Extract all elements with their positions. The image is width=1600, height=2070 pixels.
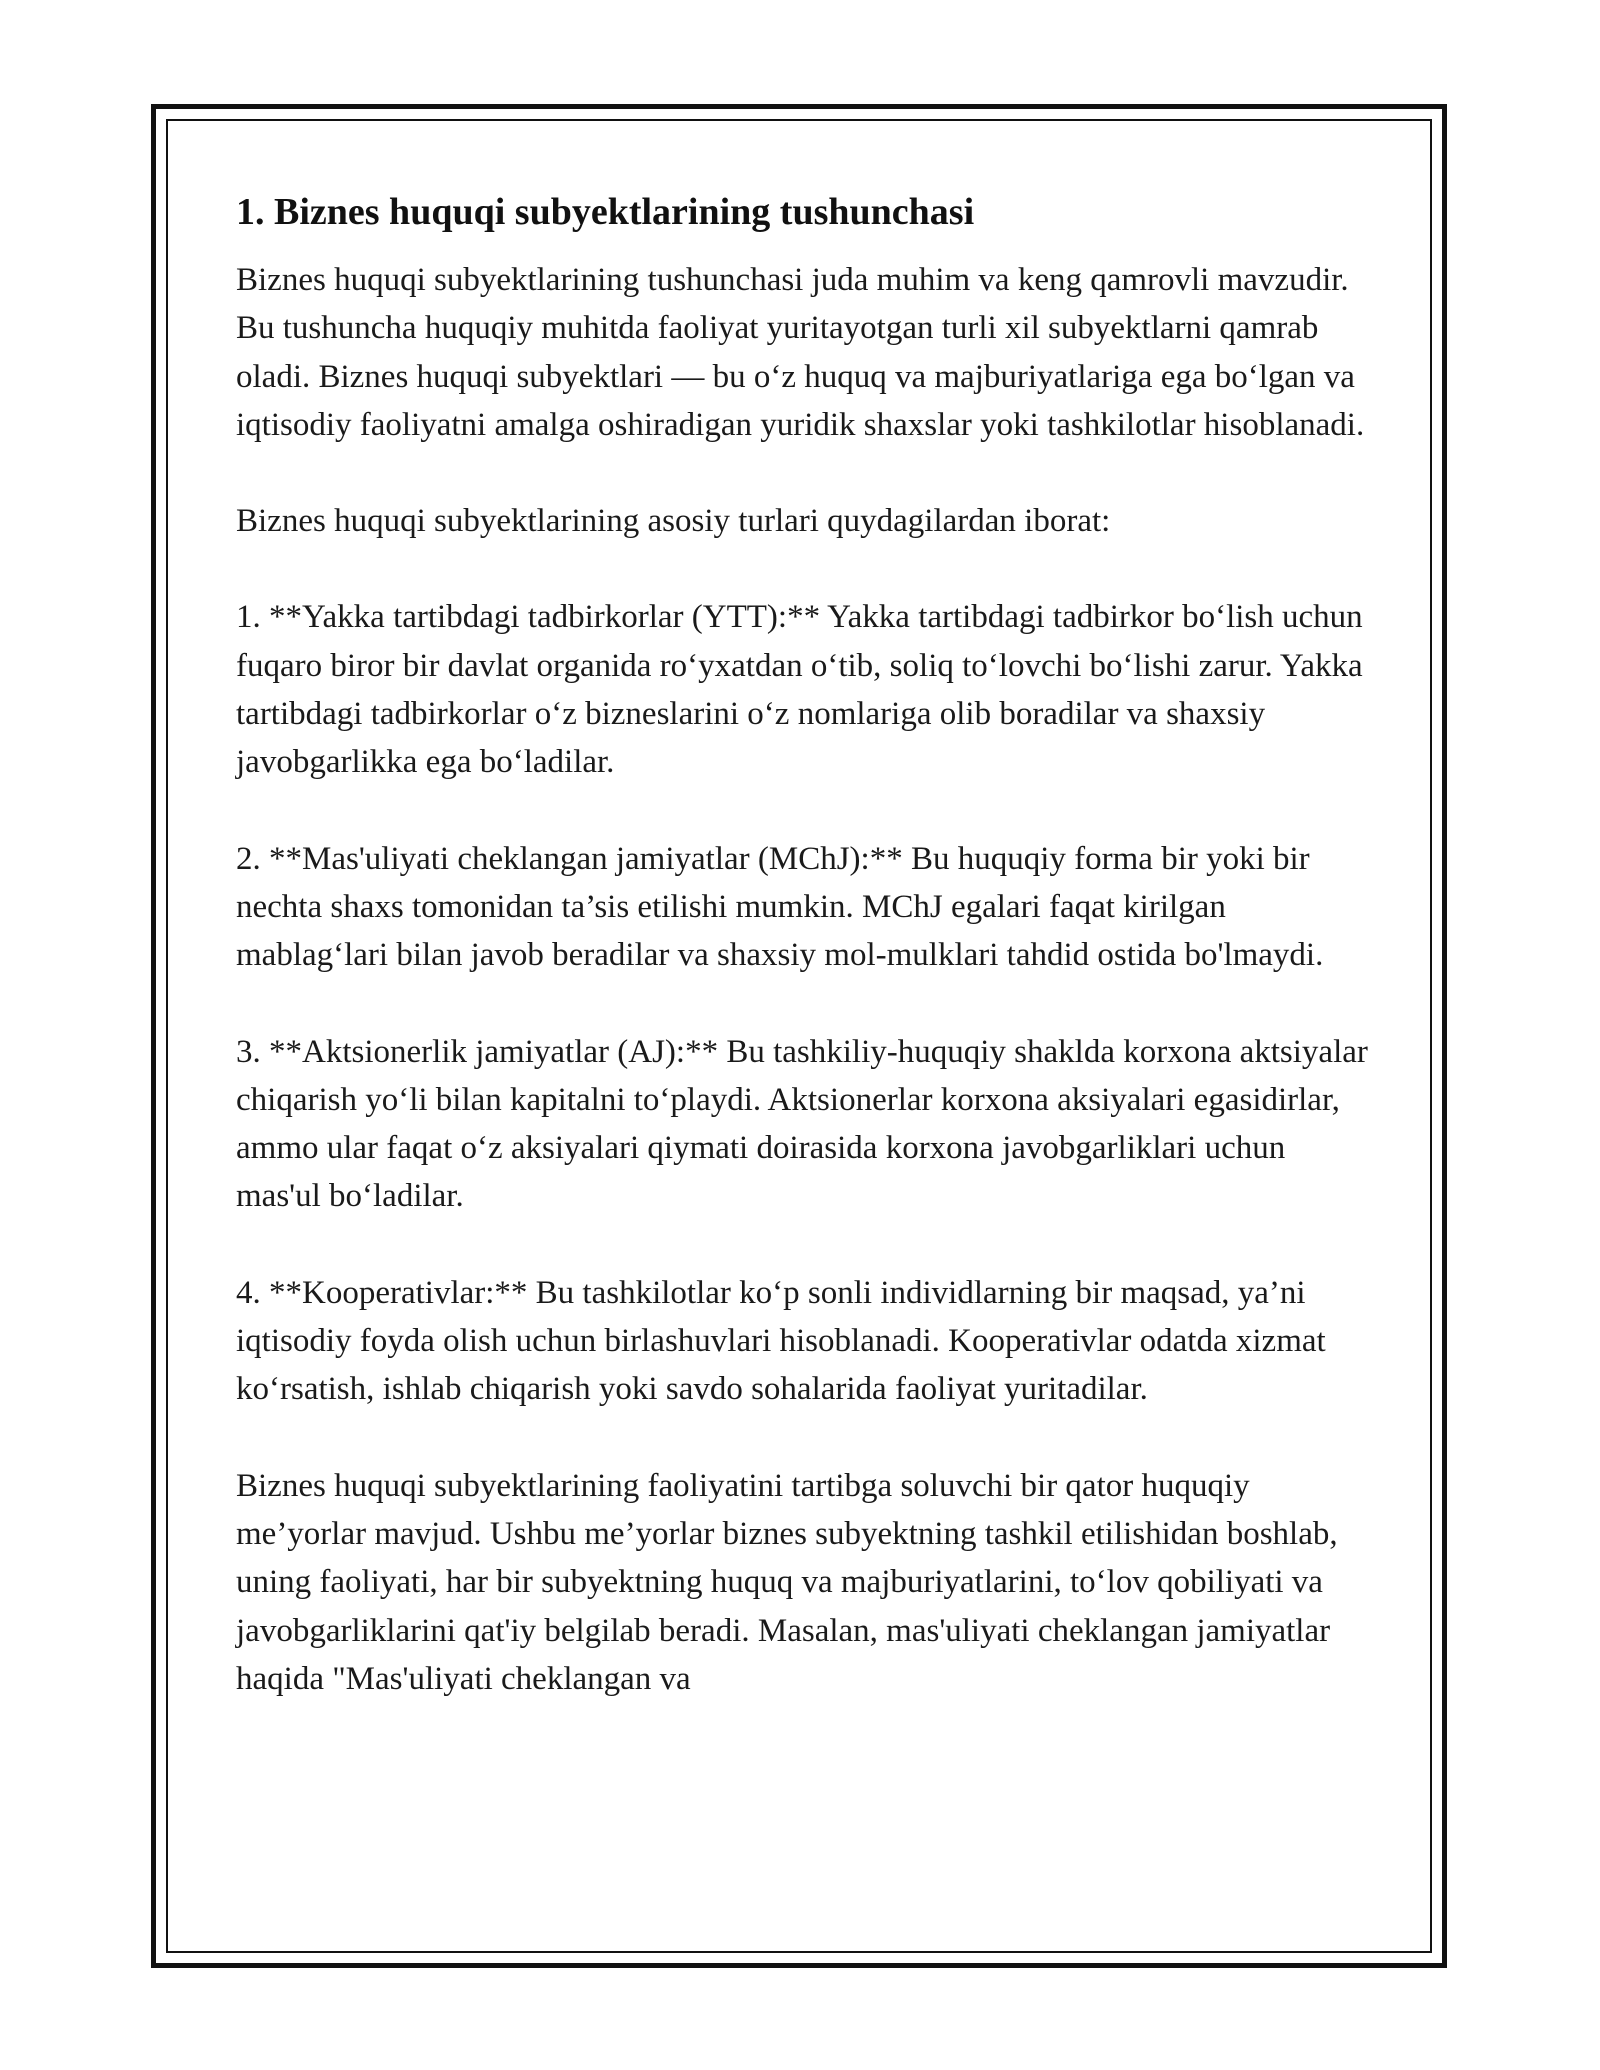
list-item-aj: 3. **Aktsionerlik jamiyatlar (AJ):** Bu tashkiliy-huquqiy shaklda korxona aktsiyalar chiqarish yo‘li bilan kapitalni to‘playdi. Aktsionerlar korxona aksiyalari egasidirlar, ammo ular faqat o‘z aksiyalari qiymati doirasida korxona javobgarliklari uchun mas'ul bo‘ladilar. xyxy=(236,1033,1368,1215)
paragraph-intro: Biznes huquqi subyektlarining tushunchasi juda muhim va keng qamrovli mavzudir. Bu tushuncha huquqiy muhitda faoliyat yuritayotgan turli xil subyektlarni qamrab oladi. Biznes huquqi subyektlari — bu o‘z huquq va majburiyatlariga ega bo‘lgan va iqtisodiy faoliyatni amalga oshiradigan yuridik shaxslar yoki tashkilotlar hisoblanadi. xyxy=(236,262,1365,443)
paragraph-regulation: Biznes huquqi subyektlarining faoliyatini tartibga soluvchi bir qator huquqiy me’yorlar mavjud. Ushbu me’yorlar biznes subyektning tashkil etilishidan boshlab, uning faoliyati, har bir subyektning huquq va majburiyatlarini, to‘lov qobiliyati va javobgarliklarini qat'iy belgilab beradi. Masalan, mas'uliyati cheklangan jamiyatlar haqida "Mas'uliyati cheklangan va xyxy=(236,1467,1338,1697)
document-body xyxy=(236,186,1376,1703)
list-item-ytt: 1. **Yakka tartibdagi tadbirkorlar (YTT):** Yakka tartibdagi tadbirkor bo‘lish uchun fuqaro biror bir davlat organida ro‘yxatdan o‘tib, soliq to‘lovchi bo‘lishi zarur. Yakka tartibdagi tadbirkorlar o‘z bizneslarini o‘z nomlariga olib boradilar va shaxsiy javobgarlikka ega bo‘ladilar. xyxy=(236,599,1363,781)
paragraph-types-lead: Biznes huquqi subyektlarining asosiy turlari quydagilardan iborat: xyxy=(236,503,1111,540)
list-item-mchj: 2. **Mas'uliyati cheklangan jamiyatlar (MChJ):** Bu huquqiy forma bir yoki bir nechta shaxs tomonidan ta’sis etilishi mumkin. MChJ egalari faqat kirilgan mablag‘lari bilan javob beradilar va shaxsiy mol-mulklari tahdid ostida bo'lmaydi. xyxy=(236,840,1324,974)
list-item-kooperativlar: 4. **Kooperativlar:** Bu tashkilotlar ko‘p sonli individlarning bir maqsad, ya’ni iqtisodiy foyda olish uchun birlashuvlari hisoblanadi. Kooperativlar odatda xizmat ko‘rsatish, ishlab chiqarish yoki savdo sohalarida faoliyat yuritadilar. xyxy=(236,1274,1326,1408)
section-title: 1. Biznes huquqi subyektlarining tushunchasi xyxy=(236,191,975,233)
